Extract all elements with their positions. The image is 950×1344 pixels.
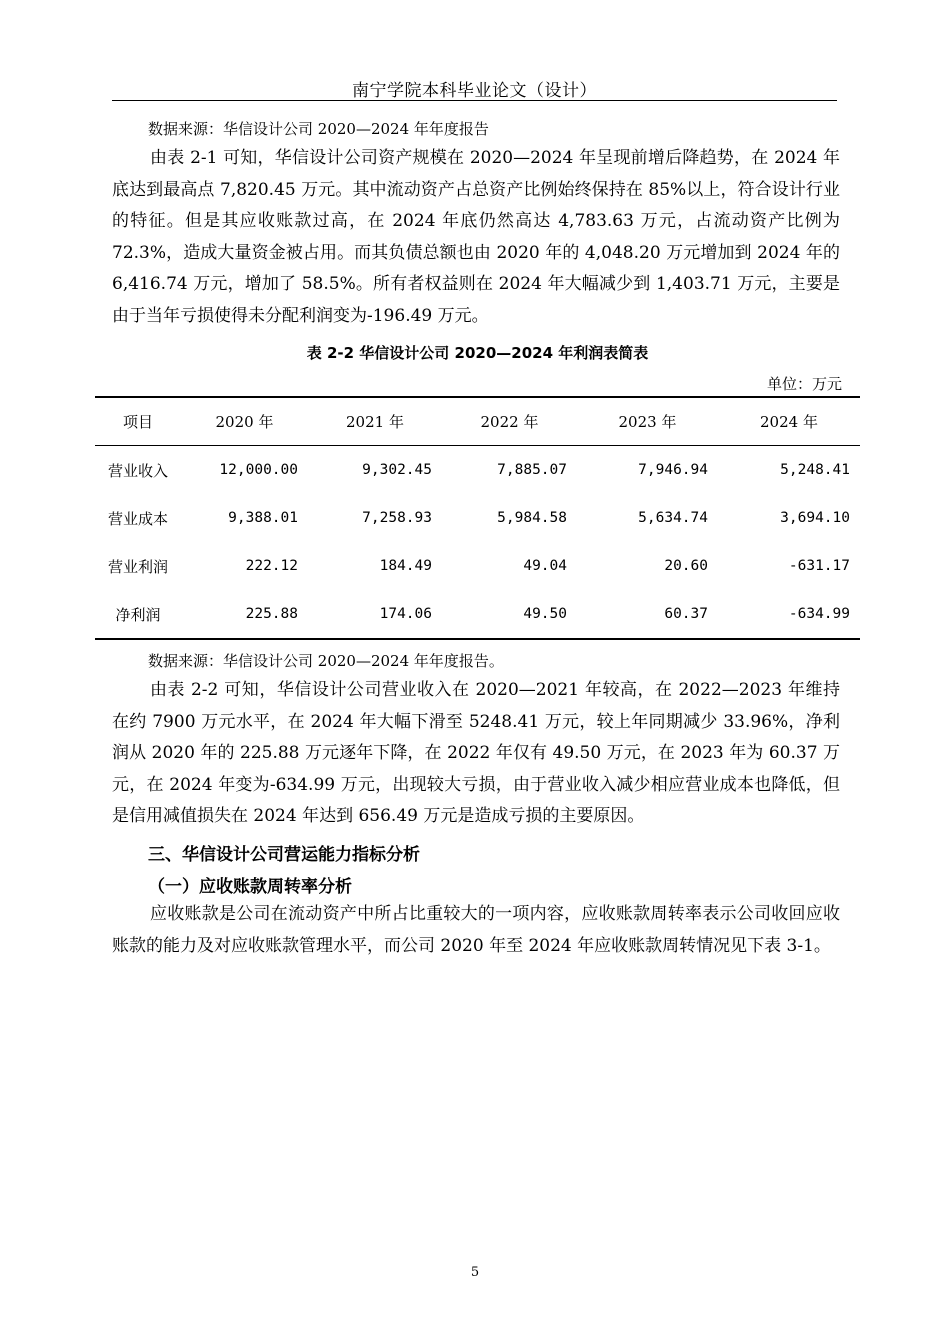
paragraph-asset-analysis: 由表 2-1 可知，华信设计公司资产规模在 2020—2024 年呈现前增后降趋势，在 2024 年底达到最高点 7,820.45 万元。其中流动资产占总资产比例始终保持在 85%以上，符合设计行业的特征。但是其应收账款过高，在 2024 年底仍然高达 4,783.63 万元，占流动资产比例为 72.3%，造成大量资金被占用。而其负债总额也由 2020 年的 4,048.20 万元增加到 2024 年的 6,416.74 万元，增加了 58.5%。所有者权益则在 2024 年大幅减少到 1,403.71 万元，主要是由于当年亏损使得未分配利润变为-196.49 万元。 [112,148,840,326]
table-cell: 7,258.93 [362,510,432,526]
table-row [95,542,860,590]
table-cell: 9,388.01 [228,510,298,526]
table-title: 表 2-2 华信设计公司 2020—2024 年利润表简表 [306,344,649,362]
income-statement-table [95,396,860,640]
table-cell: -631.17 [788,558,850,574]
row-label: 净利润 [115,605,161,624]
table-cell: 225.88 [245,606,298,622]
paragraph-profit-analysis: 由表 2-2 可知，华信设计公司营业收入在 2020—2021 年较高，在 2022—2023 年维持在约 7900 万元水平，在 2024 年大幅下滑至 5248.41 万元，较上年同期减少 33.96%，净利润从 2020 年的 225.88 万元逐年下降，在 2022 年仅有 49.50 万元，在 2023 年为 60.37 万元，在 2024 年变为-634.99 万元，出现较大亏损，由于营业收入减少相应营业成本也降低，但是信用减值损失在 2024 年达到 656.49 万元是造成亏损的主要原因。 [112,680,840,826]
table-cell: 49.04 [523,558,567,574]
table-header-cell: 2023 年 [618,413,677,431]
table-cell: 9,302.45 [362,462,432,478]
paragraph-receivables: 应收账款是公司在流动资产中所占比重较大的一项内容，应收账款周转率表示公司收回应收账款的能力及对应收账款管理水平，而公司 2020 年至 2024 年应收账款周转情况见下表 3-1。 [112,904,840,956]
row-label: 营业收入 [107,461,168,480]
table-header-row [95,397,860,446]
table-cell: 20.60 [664,558,708,574]
table-cell: 3,694.10 [780,510,850,526]
data-source-note-2: 数据来源：华信设计公司 2020—2024 年年度报告。 [148,652,504,670]
table-cell: 60.37 [664,606,708,622]
page-number: 5 [470,1265,480,1280]
table-cell: 49.50 [523,606,567,622]
table-header-cell: 2024 年 [760,413,818,431]
table-cell: 12,000.00 [219,462,298,478]
table-cell: 7,946.94 [638,462,708,478]
table-cell: 184.49 [379,558,432,574]
table-cell: 174.06 [379,606,432,622]
header-rule [112,100,837,101]
table-header-cell: 项目 [122,413,153,431]
table-row [95,446,860,495]
table-cell: 7,885.07 [497,462,567,478]
table-cell: 5,634.74 [638,510,708,526]
page-header: 南宁学院本科毕业论文（设计） [352,81,597,101]
table-cell: -634.99 [788,606,850,622]
section-heading: 三、华信设计公司营运能力指标分析 [148,845,420,865]
table-header-cell: 2022 年 [480,413,539,431]
table-header-cell: 2020 年 [215,413,274,431]
table-cell: 5,248.41 [780,462,850,478]
table-header-cell: 2021 年 [346,413,404,431]
subsection-heading: （一）应收账款周转率分析 [148,877,352,897]
table-row [95,494,860,542]
row-label: 营业成本 [107,509,168,528]
table-cell: 5,984.58 [497,510,567,526]
data-source-note: 数据来源：华信设计公司 2020—2024 年年度报告 [148,120,489,138]
table-cell: 222.12 [245,558,298,574]
table-row [95,590,860,639]
row-label: 营业利润 [107,557,168,576]
table-unit: 单位：万元 [766,375,842,393]
